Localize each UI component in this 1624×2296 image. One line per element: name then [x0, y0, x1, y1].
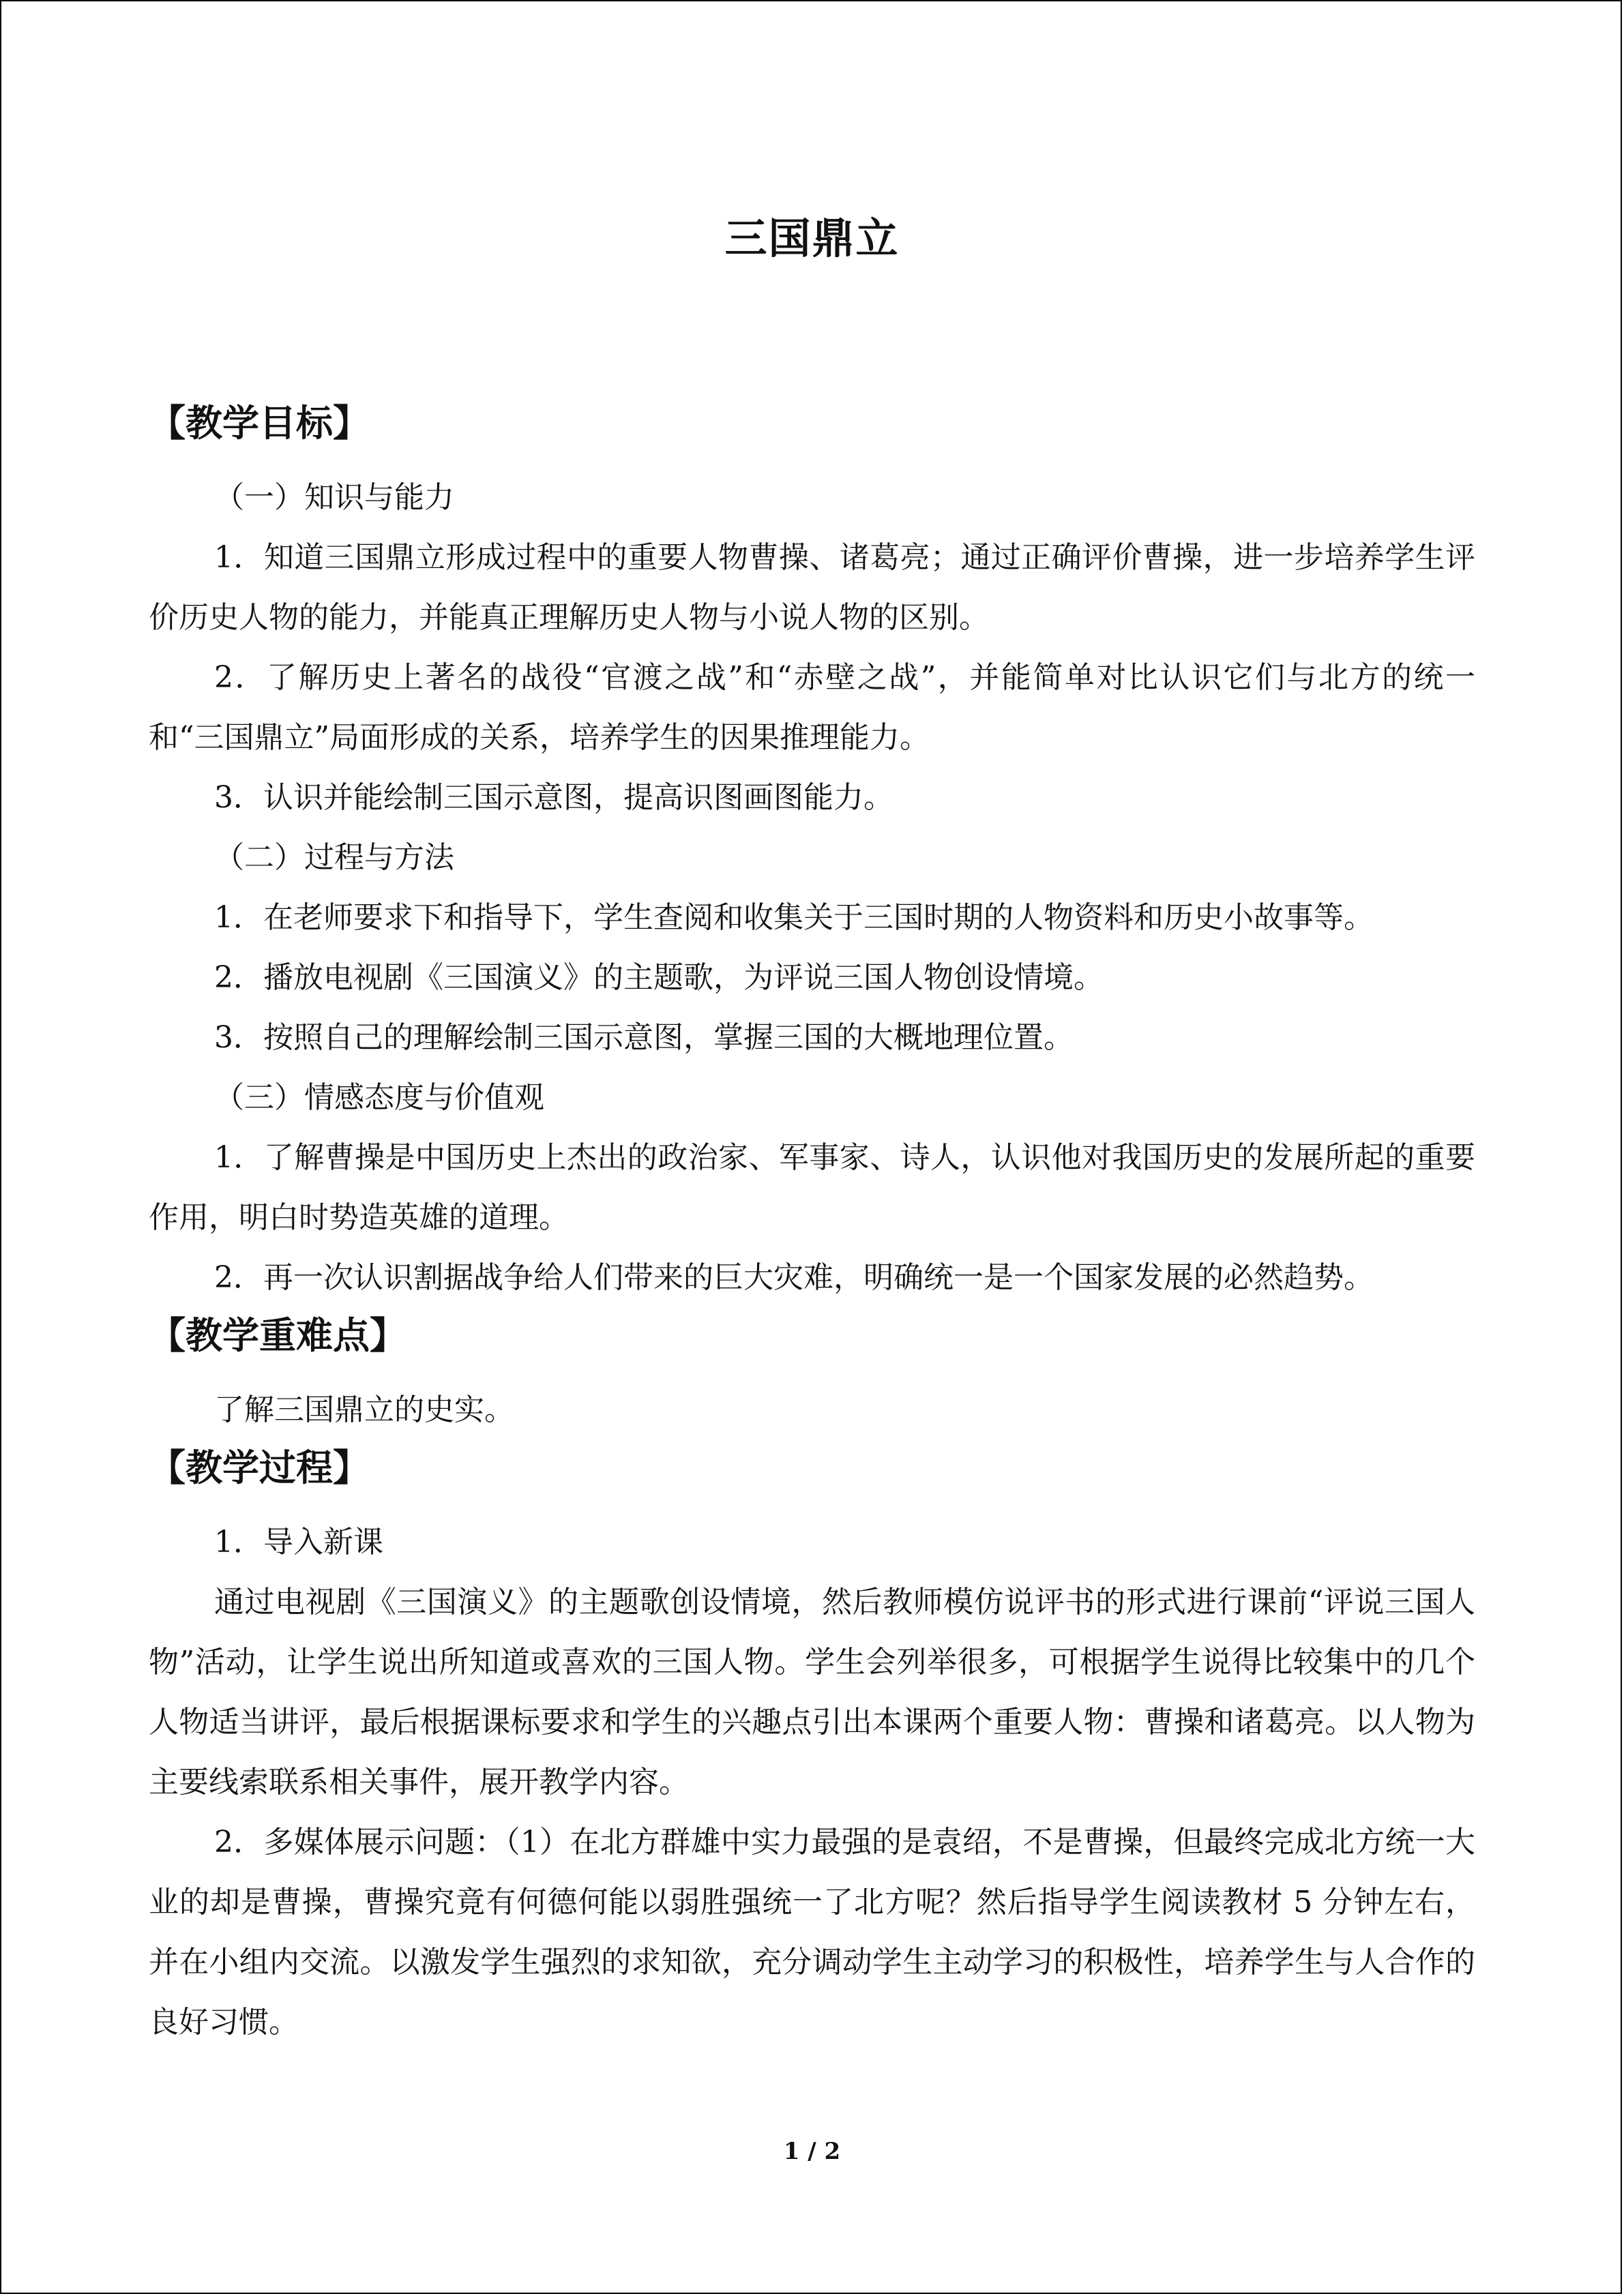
paragraph: 2．了解历史上著名的战役“官渡之战”和“赤壁之战”，并能简单对比认识它们与北方的统一和“三国鼎立”局面形成的关系，培养学生的因果推理能力。 — [149, 660, 1475, 755]
heading-process: 【教学过程】 — [149, 1446, 370, 1489]
subheading-values: （三）情感态度与价值观 — [214, 1080, 544, 1115]
paragraph: 2．多媒体展示问题：（1）在北方群雄中实力最强的是袁绍，不是曹操，但最终完成北方统一大业的却是曹操，曹操究竟有何德何能以弱胜强统一了北方呢？然后指导学生阅读教材 5 分钟左右，并在小组内交流。以激发学生强烈的求知欲，充分调动学生主动学习的积极性，培养学生与人合作的良好习惯。 — [149, 1825, 1475, 2040]
paragraph: 了解三国鼎立的史实。 — [214, 1392, 514, 1427]
step-label: 1．导入新课 — [214, 1525, 383, 1560]
paragraph: 1．了解曹操是中国历史上杰出的政治家、军事家、诗人，认识他对我国历史的发展所起的重要作用，明白时势造英雄的道理。 — [149, 1140, 1475, 1235]
paragraph: 3．按照自己的理解绘制三国示意图，掌握三国的大概地理位置。 — [214, 1020, 1074, 1055]
heading-objectives: 【教学目标】 — [149, 402, 370, 445]
page-number: 1 / 2 — [783, 2138, 841, 2165]
paragraph: 1．知道三国鼎立形成过程中的重要人物曹操、诸葛亮；通过正确评价曹操，进一步培养学生评价历史人物的能力，并能真正理解历史人物与小说人物的区别。 — [149, 540, 1475, 635]
paragraph: 2．播放电视剧《三国演义》的主题歌，为评说三国人物创设情境。 — [214, 960, 1104, 995]
document-body — [149, 396, 1475, 2053]
heading-keypoints: 【教学重难点】 — [149, 1314, 407, 1357]
page-title: 三国鼎立 — [724, 213, 900, 263]
paragraph: 1．在老师要求下和指导下，学生查阅和收集关于三国时期的人物资料和历史小故事等。 — [214, 900, 1374, 935]
paragraph: 2．再一次认识割据战争给人们带来的巨大灾难，明确统一是一个国家发展的必然趋势。 — [214, 1260, 1374, 1295]
paragraph: 3．认识并能绘制三国示意图，提高识图画图能力。 — [214, 780, 894, 815]
paragraph: 通过电视剧《三国演义》的主题歌创设情境，然后教师模仿说评书的形式进行课前“评说三国人物”活动，让学生说出所知道或喜欢的三国人物。学生会列举很多，可根据学生说得比较集中的几个人物适当讲评，最后根据课标要求和学生的兴趣点引出本课两个重要人物：曹操和诸葛亮。以人物为主要线索联系相关事件，展开教学内容。 — [149, 1585, 1475, 1800]
subheading-knowledge: （一）知识与能力 — [214, 480, 454, 515]
subheading-method: （二）过程与方法 — [214, 840, 454, 875]
